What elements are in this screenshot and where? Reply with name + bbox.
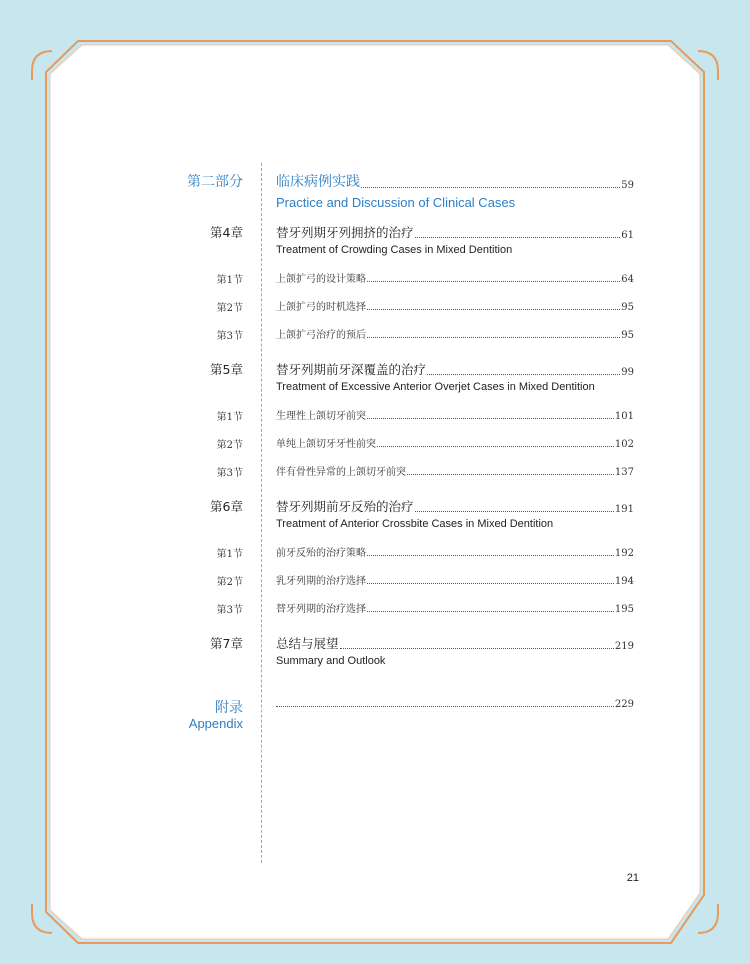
leader-dots [407, 474, 614, 475]
section-entry[interactable] [276, 572, 634, 587]
corner-bottom-left [32, 904, 52, 933]
chapter-title-cn: 替牙列期前牙反殆的治疗 [276, 499, 414, 514]
section-entry[interactable] [276, 407, 634, 422]
section-entry[interactable] [276, 326, 634, 341]
section-page: 192 [614, 548, 634, 559]
chapter-title-cn: 总结与展望 [276, 636, 339, 651]
leader-dots [367, 611, 614, 612]
section-label: 第1节 [216, 275, 243, 286]
toc-divider-line [261, 163, 262, 863]
leader-dots [415, 511, 614, 512]
appendix-label-en: Appendix [188, 716, 243, 731]
section-label: 第1节 [216, 412, 243, 423]
section-title: 伴有骨性异常的上颌切牙前突 [276, 467, 406, 478]
section-label: 第3节 [216, 468, 243, 479]
part-title-cn: 临床病例实践 [276, 174, 360, 190]
chapter-entry[interactable] [276, 223, 634, 256]
part-entry[interactable] [276, 171, 634, 210]
chapter-title-cn: 替牙列期牙列拥挤的治疗 [276, 225, 414, 240]
section-page: 137 [614, 467, 634, 478]
chapter-title-en: Treatment of Excessive Anterior Overjet Cases in Mixed Dentition [276, 381, 595, 393]
leader-dots [367, 418, 614, 419]
chapter-label: 第6章 [210, 499, 243, 514]
section-page: 195 [614, 604, 634, 615]
section-entry[interactable] [276, 544, 634, 559]
chapter-title-en: Treatment of Crowding Cases in Mixed Dentition [276, 244, 513, 256]
leader-dots [367, 281, 620, 282]
appendix-entry[interactable] [276, 699, 634, 710]
chapter-entry[interactable] [276, 360, 634, 393]
leader-dots [276, 706, 614, 707]
leader-dots [367, 583, 614, 584]
section-title: 替牙列期的治疗选择 [276, 604, 366, 615]
section-page: 95 [621, 302, 634, 313]
section-entry[interactable] [276, 463, 634, 478]
section-title: 乳牙列期的治疗选择 [276, 576, 366, 587]
section-title: 上颌扩弓治疗的预后 [276, 330, 366, 341]
leader-dots [361, 187, 620, 188]
leader-dots [377, 446, 614, 447]
appendix-page: 229 [614, 699, 634, 710]
leader-dots [415, 237, 621, 238]
section-page: 101 [614, 411, 634, 422]
chapter-page: 61 [621, 230, 634, 241]
section-label: 第1节 [216, 549, 243, 560]
section-entry[interactable] [276, 270, 634, 285]
section-entry[interactable] [276, 298, 634, 313]
section-label: 第2节 [216, 577, 243, 588]
part-page: 59 [621, 180, 634, 191]
appendix-label-cn: 附录 [215, 700, 243, 716]
leader-dots [367, 555, 614, 556]
part-label: 第二部分 [187, 174, 243, 190]
section-page: 95 [621, 330, 634, 341]
section-label: 第3节 [216, 331, 243, 342]
section-label: 第2节 [216, 440, 243, 451]
chapter-entry[interactable] [276, 497, 634, 530]
leader-dots [367, 309, 620, 310]
section-label: 第3节 [216, 605, 243, 616]
section-label: 第2节 [216, 303, 243, 314]
corner-top-right [698, 51, 718, 80]
section-entry[interactable] [276, 600, 634, 615]
section-page: 64 [621, 274, 634, 285]
section-title: 生理性上颌切牙前突 [276, 411, 366, 422]
section-title: 上颌扩弓的设计策略 [276, 274, 366, 285]
chapter-page: 191 [614, 504, 634, 515]
chapter-page: 219 [614, 641, 634, 652]
chapter-title-en: Summary and Outlook [276, 655, 386, 667]
chapter-title-en: Treatment of Anterior Crossbite Cases in Mixed Dentition [276, 518, 554, 530]
leader-dots [367, 337, 620, 338]
section-page: 102 [614, 439, 634, 450]
page-number: 21 [626, 872, 639, 884]
section-title: 单纯上颌切牙牙性前突 [276, 439, 376, 450]
chapter-label: 第4章 [210, 225, 243, 240]
corner-bottom-right [698, 904, 718, 933]
chapter-page: 99 [621, 367, 634, 378]
part-title-en: Practice and Discussion of Clinical Cases [276, 195, 516, 210]
section-title: 前牙反殆的治疗策略 [276, 548, 366, 559]
corner-top-left [32, 51, 52, 80]
chapter-label: 第5章 [210, 362, 243, 377]
section-title: 上颌扩弓的时机选择 [276, 302, 366, 313]
leader-dots [340, 648, 614, 649]
leader-dots [427, 374, 620, 375]
chapter-label: 第7章 [210, 636, 243, 651]
section-page: 194 [614, 576, 634, 587]
section-entry[interactable] [276, 435, 634, 450]
chapter-title-cn: 替牙列期前牙深覆盖的治疗 [276, 362, 427, 377]
chapter-entry[interactable] [276, 634, 634, 667]
